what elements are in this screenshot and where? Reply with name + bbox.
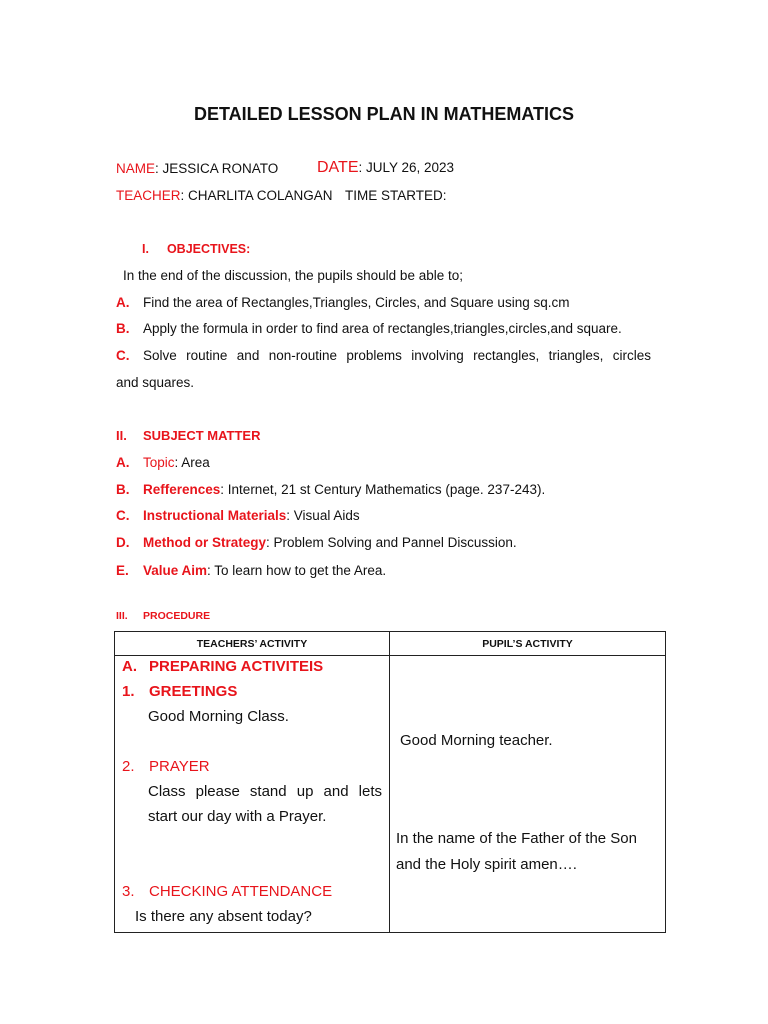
procedure-table xyxy=(114,631,666,933)
step-marker: 2. xyxy=(122,758,135,775)
pupil-activity-cell xyxy=(390,656,666,933)
teacher-value: : CHARLITA COLANGAN xyxy=(180,188,333,203)
subject-marker: C. xyxy=(116,508,130,523)
objective-item xyxy=(116,295,569,310)
table-row xyxy=(115,656,666,933)
objective-text: Apply the formula in order to find area of rectangles,triangles,circles,and square. xyxy=(143,321,622,336)
objective-marker: C. xyxy=(116,348,130,363)
subject-label: Refferences xyxy=(143,482,221,497)
step-greetings-line: Good Morning Class. xyxy=(148,708,289,725)
objectives-title: OBJECTIVES: xyxy=(166,242,251,256)
column-header-teachers-activity: TEACHERS’ ACTIVITY xyxy=(115,632,390,656)
pupil-response: In the name of the Father of the Son xyxy=(396,830,637,847)
objective-text: Solve routine and non-routine problems involving rectangles, triangles, circles xyxy=(143,348,651,363)
subject-matter-numeral: II. xyxy=(116,428,127,443)
step-prayer-line: start our day with a Prayer. xyxy=(148,808,327,825)
subject-value: : Area xyxy=(174,455,210,470)
objectives-numeral: I. xyxy=(142,242,149,256)
objective-marker: A. xyxy=(116,295,130,310)
subject-marker: D. xyxy=(116,535,130,550)
step-marker: 3. xyxy=(122,883,135,900)
step-prayer-line: Class please stand up and lets xyxy=(148,783,382,800)
pupil-response: and the Holy spirit amen…. xyxy=(396,856,577,873)
date-label: DATE xyxy=(317,159,359,176)
objective-item xyxy=(116,348,651,363)
objectives-heading xyxy=(142,242,250,256)
subject-label: Method or Strategy xyxy=(143,535,267,550)
subject-value: : To learn how to get the Area. xyxy=(207,563,387,578)
preparing-activities-heading xyxy=(122,658,323,675)
subject-item-references xyxy=(116,482,545,497)
page-title: DETAILED LESSON PLAN IN MATHEMATICS xyxy=(194,104,574,124)
subject-matter-title: SUBJECT MATTER xyxy=(143,428,261,443)
objective-marker: B. xyxy=(116,321,130,336)
objectives-intro: In the end of the discussion, the pupils should be able to; xyxy=(123,268,463,283)
column-header-pupils-activity: PUPIL’S ACTIVITY xyxy=(390,632,666,656)
subject-marker: E. xyxy=(116,563,129,578)
subject-label: Topic xyxy=(143,455,175,470)
procedure-title: PROCEDURE xyxy=(143,610,211,622)
date-line xyxy=(317,159,454,177)
teacher-activity-cell xyxy=(115,656,390,933)
step-attendance-heading xyxy=(122,883,332,900)
objective-continuation: and squares. xyxy=(116,375,195,390)
subject-marker: A. xyxy=(116,455,130,470)
procedure-heading xyxy=(116,610,210,622)
subject-value: : Problem Solving and Pannel Discussion. xyxy=(266,535,517,550)
step-title: PRAYER xyxy=(149,758,210,775)
subject-item-materials xyxy=(116,508,360,523)
section-title: PREPARING ACTIVITEIS xyxy=(149,658,324,675)
date-value: : JULY 26, 2023 xyxy=(358,160,455,175)
subject-value: : Visual Aids xyxy=(286,508,360,523)
subject-label: Instructional Materials xyxy=(143,508,287,523)
procedure-numeral: III. xyxy=(116,610,128,622)
subject-label: Value Aim xyxy=(143,563,208,578)
step-marker: 1. xyxy=(122,683,135,700)
step-title: CHECKING ATTENDANCE xyxy=(149,883,333,900)
objective-text: Find the area of Rectangles,Triangles, Circles, and Square using sq.cm xyxy=(143,295,570,310)
subject-marker: B. xyxy=(116,482,130,497)
time-started-label: TIME STARTED: xyxy=(345,188,447,203)
name-label: NAME xyxy=(116,161,156,176)
pupil-response: Good Morning teacher. xyxy=(400,732,553,749)
subject-value: : Internet, 21 st Century Mathematics (page. 237-243). xyxy=(220,482,546,497)
teacher-line xyxy=(116,188,333,203)
step-prayer-heading xyxy=(122,758,210,775)
objective-item xyxy=(116,321,622,336)
subject-item-topic xyxy=(116,455,210,470)
section-marker: A. xyxy=(122,658,137,675)
step-title: GREETINGS xyxy=(149,683,238,700)
name-value: : JESSICA RONATO xyxy=(155,161,279,176)
subject-item-value-aim xyxy=(116,563,386,578)
step-attendance-line: Is there any absent today? xyxy=(135,908,312,925)
subject-item-method xyxy=(116,535,517,550)
teacher-label: TEACHER xyxy=(116,188,181,203)
subject-matter-heading xyxy=(116,428,260,443)
step-greetings-heading xyxy=(122,683,237,700)
name-line xyxy=(116,161,278,176)
table-header-row xyxy=(115,632,666,656)
